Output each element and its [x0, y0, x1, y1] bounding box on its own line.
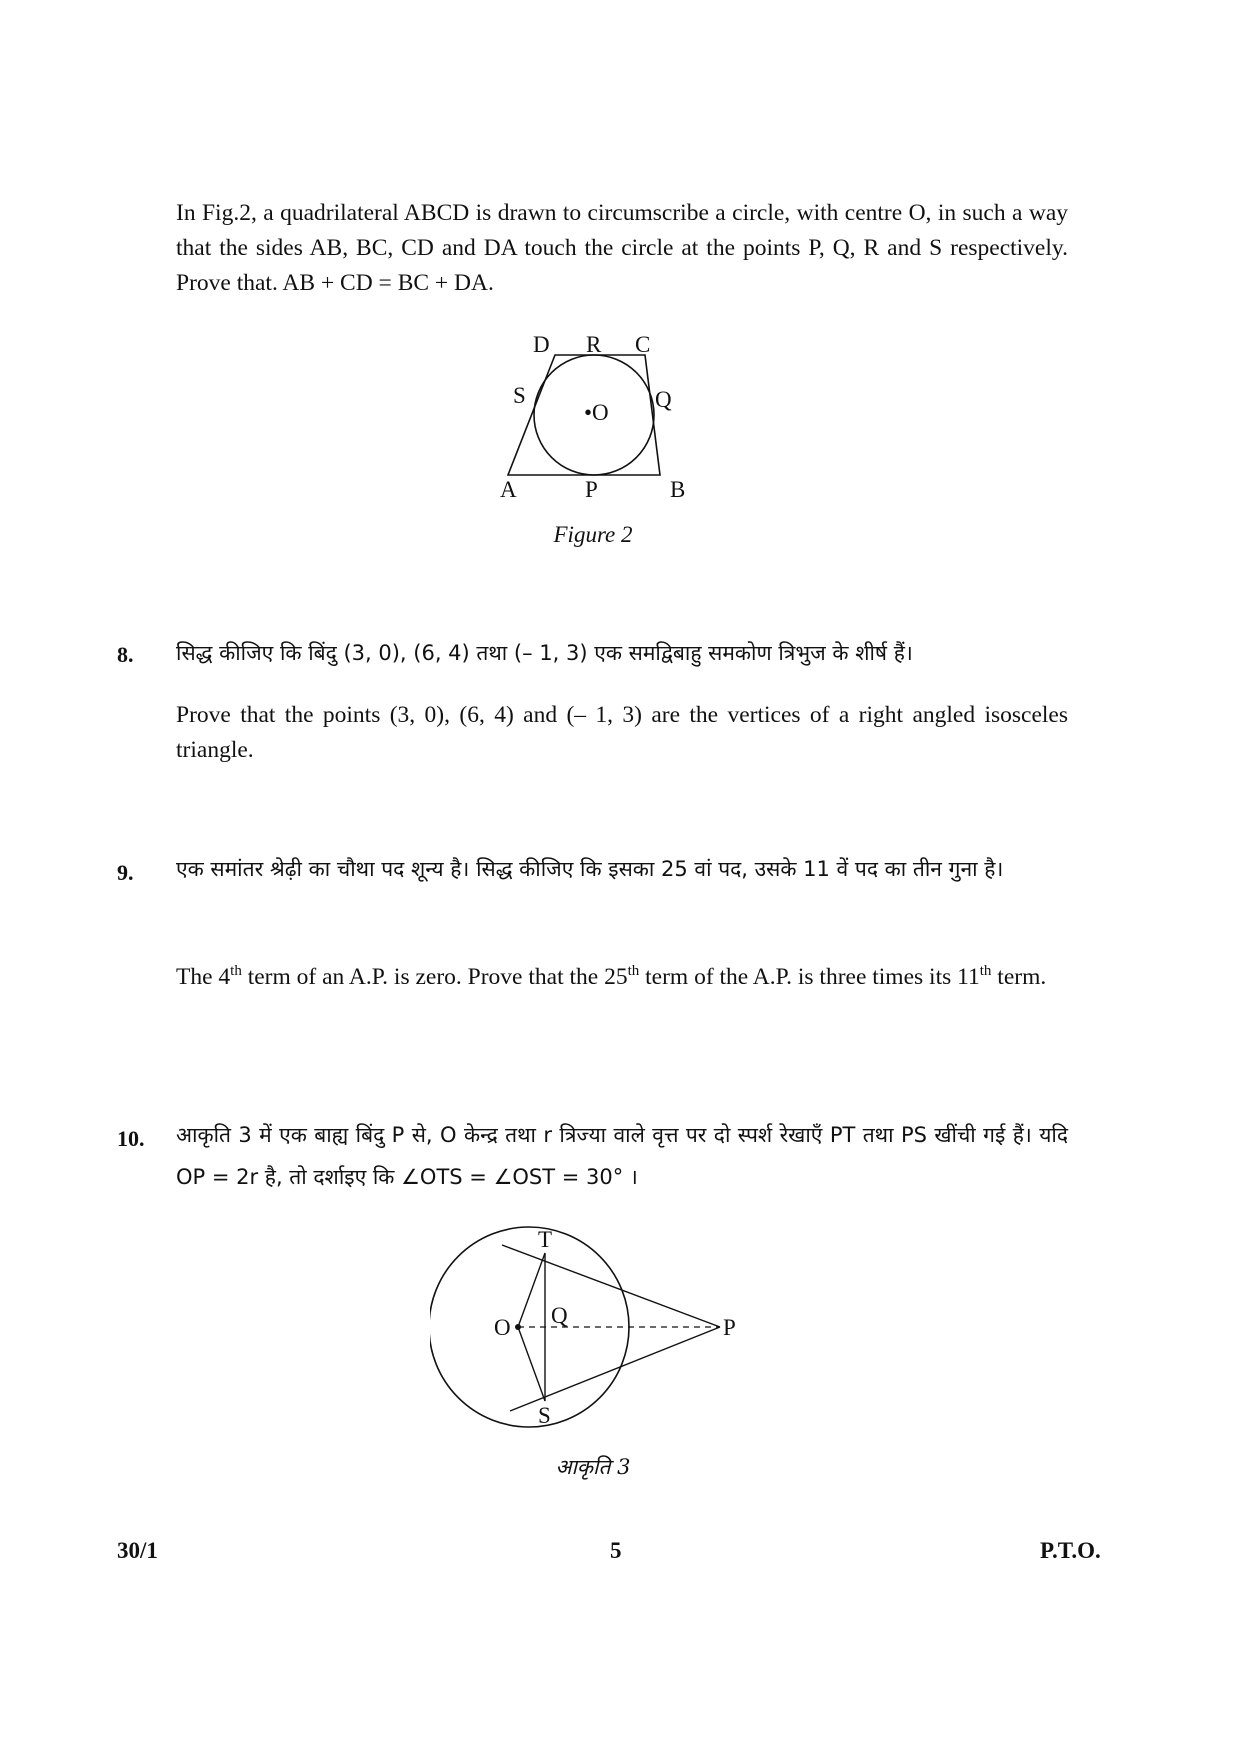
q7-text: In Fig.2, a quadrilateral ABCD is drawn to circumscribe a circle, with centre O, in such a way that the sides AB, BC, CD and DA touch the circle at the points P, Q, R and S respectively. Prove that. AB + CD = BC + DA. [176, 200, 1068, 296]
figure-3-caption: आकृति 3 [555, 1455, 631, 1479]
label-P3: P [723, 1315, 736, 1340]
paper-code: 30/1 [117, 1538, 158, 1563]
q8-number: 8. [117, 642, 134, 667]
label-O: •O [584, 400, 609, 425]
radius-os [518, 1327, 545, 1401]
q8-english: Prove that the points (3, 0), (6, 4) and (– 1, 3) are the vertices of a right angled isosceles triangle. [176, 702, 1068, 763]
q8-hindi: सिद्ध कीजिए कि बिंदु (3, 0), (6, 4) तथा (– 1, 3) एक समद्विबाहु समकोण त्रिभुज के शीर्ष हैं। [176, 641, 913, 665]
figure-3-tangents [430, 1225, 770, 1430]
page-number: 5 [610, 1538, 622, 1563]
label-T: T [538, 1227, 553, 1252]
figure-2-caption: Figure 2 [553, 522, 633, 547]
label-O3: O [494, 1315, 511, 1340]
label-S: S [513, 383, 526, 408]
q10-hindi: आकृति 3 में एक बाह्य बिंदु P से, O केन्द्र तथा r त्रिज्या वाले वृत्त पर दो स्पर्श रेखाएँ PT तथा PS खींची गई हैं। यदि OP = 2r है, तो दर्शाइए कि ∠OTS = ∠OST = 30° । [176, 1123, 1068, 1189]
tangent-ps [510, 1327, 720, 1411]
radius-ot [518, 1253, 545, 1327]
q9-hindi: एक समांतर श्रेढ़ी का चौथा पद शून्य है। सिद्ध कीजिए कि इसका 25 वां पद, उसके 11 वें पद का तीन गुना है। [176, 857, 1004, 881]
centre-dot [515, 1324, 521, 1330]
label-D: D [533, 332, 550, 357]
tangent-pt [502, 1245, 720, 1327]
q10-number: 10. [117, 1126, 145, 1151]
label-C: C [635, 332, 651, 357]
label-R: R [586, 332, 602, 357]
label-P: P [585, 477, 598, 502]
q9-english: The 4th term of an A.P. is zero. Prove that the 25th term of the A.P. is three times its 11th term. [176, 963, 1047, 990]
label-S3: S [538, 1403, 551, 1428]
figure-2-quadrilateral [480, 325, 720, 505]
please-turn-over: P.T.O. [1040, 1538, 1101, 1563]
label-Q: Q [655, 387, 672, 412]
label-Q3: Q [551, 1303, 568, 1328]
q9-number: 9. [117, 860, 134, 885]
label-A: A [500, 477, 517, 502]
label-B: B [670, 477, 686, 502]
